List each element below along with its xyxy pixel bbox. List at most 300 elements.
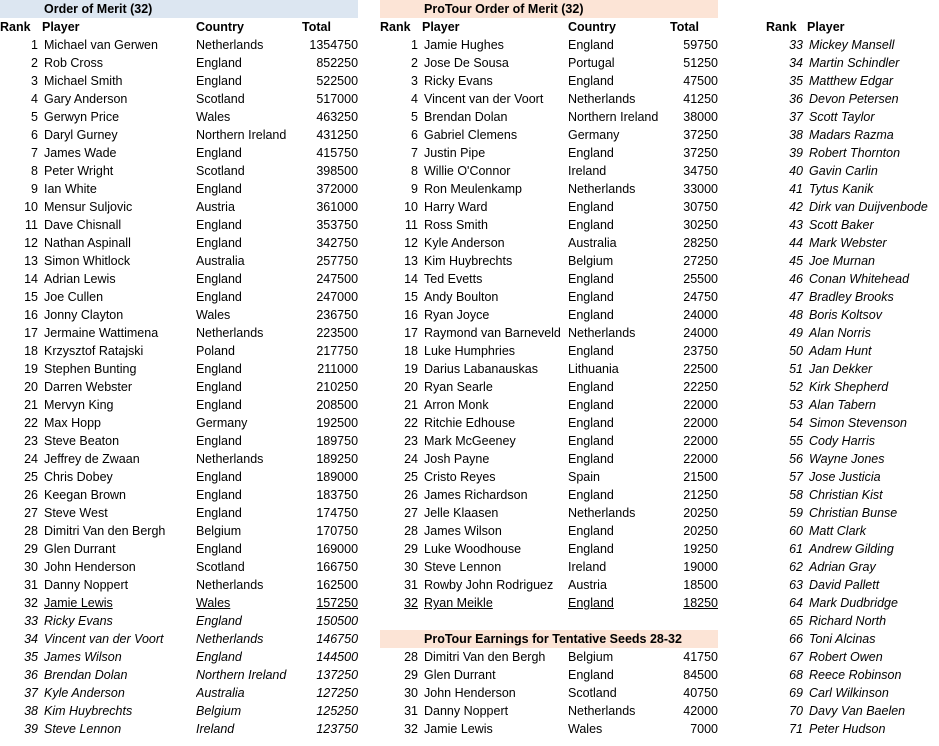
table-row — [0, 522, 358, 540]
country-cell: Netherlands — [196, 632, 264, 646]
table-row — [0, 378, 358, 396]
table-row — [380, 72, 718, 90]
table-row — [380, 144, 718, 162]
player-cell: Vincent van der Voort — [44, 632, 164, 646]
rank-cell: 28 — [404, 524, 418, 538]
total-cell: 24750 — [683, 290, 719, 304]
table-row — [380, 378, 718, 396]
player-cell: Andrew Gilding — [809, 542, 894, 556]
rank-cell: 31 — [24, 578, 38, 592]
rank-cell: 1 — [31, 38, 38, 52]
player-cell: Toni Alcinas — [809, 632, 876, 646]
player-cell: Jonny Clayton — [44, 308, 124, 322]
table-row — [0, 234, 358, 252]
rank-cell: 11 — [405, 218, 418, 232]
country-cell: Ireland — [568, 164, 607, 178]
rank-cell: 10 — [404, 200, 418, 214]
total-cell: 21250 — [683, 488, 719, 502]
protour-order-of-merit-table — [380, 0, 718, 738]
player-cell: James Richardson — [424, 488, 528, 502]
country-cell: England — [568, 308, 614, 322]
table-row — [766, 432, 939, 450]
title-row — [0, 0, 358, 18]
rank-cell: 5 — [411, 110, 418, 124]
total-cell: 150500 — [316, 614, 359, 628]
rank-cell: 16 — [404, 308, 418, 322]
rank-cell: 21 — [24, 398, 38, 412]
country-cell: England — [568, 380, 614, 394]
player-cell: Willie O'Connor — [424, 164, 511, 178]
total-cell: 20250 — [683, 506, 719, 520]
total-cell: 22000 — [683, 398, 719, 412]
total-cell: 19000 — [683, 560, 719, 574]
table-row — [380, 216, 718, 234]
country-cell: Ireland — [568, 560, 607, 574]
rank-cell: 25 — [404, 470, 418, 484]
total-cell: 22000 — [683, 416, 719, 430]
total-cell: 522500 — [316, 74, 359, 88]
player-cell: Joe Cullen — [44, 290, 104, 304]
rank-cell: 31 — [404, 578, 418, 592]
table-row — [380, 576, 718, 594]
player-cell: Davy Van Baelen — [809, 704, 906, 718]
player-cell: Adam Hunt — [809, 344, 872, 358]
total-cell: 21500 — [683, 470, 719, 484]
player-cell: Krzysztof Ratajski — [44, 344, 144, 358]
player-cell: Jeffrey de Zwaan — [44, 452, 140, 466]
total-column-header: Total — [670, 20, 699, 34]
rank-cell: 71 — [789, 722, 803, 736]
reserve-list-table — [766, 0, 939, 738]
country-cell: England — [568, 398, 614, 412]
player-cell: Ricky Evans — [424, 74, 493, 88]
table-row — [380, 90, 718, 108]
table-row — [766, 630, 939, 648]
rank-cell: 33 — [24, 614, 38, 628]
player-cell: Gerwyn Price — [44, 110, 120, 124]
country-cell: England — [568, 290, 614, 304]
total-cell: 189250 — [316, 452, 359, 466]
player-cell: Alan Tabern — [809, 398, 876, 412]
player-cell: Scott Baker — [809, 218, 874, 232]
country-cell: England — [568, 146, 614, 160]
player-cell: Boris Koltsov — [809, 308, 882, 322]
order-of-merit-table — [0, 0, 358, 738]
rank-cell: 34 — [24, 632, 38, 646]
total-cell: 398500 — [316, 164, 359, 178]
table-row — [380, 36, 718, 54]
player-cell: Danny Noppert — [424, 704, 509, 718]
total-column-header: Total — [302, 20, 331, 34]
table-row — [0, 252, 358, 270]
total-cell: 24000 — [683, 326, 719, 340]
table-row — [380, 198, 718, 216]
rank-cell: 3 — [411, 74, 418, 88]
rank-cell: 29 — [404, 668, 418, 682]
total-cell: 189750 — [316, 434, 359, 448]
rank-cell: 27 — [404, 506, 418, 520]
rank-cell: 32 — [404, 722, 418, 736]
table-row — [380, 594, 718, 612]
table-row — [766, 360, 939, 378]
country-cell: Belgium — [196, 704, 242, 718]
rank-cell: 37 — [24, 686, 38, 700]
rank-cell: 13 — [24, 254, 38, 268]
country-cell: England — [568, 218, 614, 232]
player-cell: Steve West — [44, 506, 108, 520]
player-cell: Dave Chisnall — [44, 218, 122, 232]
table-row — [766, 702, 939, 720]
rank-cell: 32 — [24, 596, 38, 610]
country-cell: England — [196, 650, 242, 664]
player-cell: Jelle Klaasen — [424, 506, 499, 520]
table-row — [380, 432, 718, 450]
rank-cell: 29 — [404, 542, 418, 556]
total-cell: 22000 — [683, 452, 719, 466]
total-cell: 33000 — [683, 182, 719, 196]
total-cell: 127250 — [316, 686, 359, 700]
rank-cell: 42 — [789, 200, 803, 214]
table-row — [766, 540, 939, 558]
total-cell: 20250 — [683, 524, 719, 538]
rank-cell: 12 — [24, 236, 38, 250]
table-row — [380, 504, 718, 522]
rank-cell: 24 — [404, 452, 418, 466]
rank-cell: 32 — [404, 596, 418, 610]
table-row — [0, 288, 358, 306]
player-cell: Dimitri Van den Bergh — [424, 650, 546, 664]
table-row — [0, 666, 358, 684]
player-cell: Matt Clark — [809, 524, 866, 538]
total-cell: 41750 — [683, 650, 719, 664]
total-cell: 51250 — [683, 56, 719, 70]
player-cell: Brendan Dolan — [44, 668, 128, 682]
table-row — [766, 126, 939, 144]
total-cell: 34750 — [683, 164, 719, 178]
table-row — [0, 54, 358, 72]
table-row — [0, 432, 358, 450]
table-row — [766, 144, 939, 162]
country-cell: Belgium — [568, 650, 614, 664]
country-cell: England — [196, 506, 242, 520]
country-cell: England — [568, 74, 614, 88]
player-cell: Justin Pipe — [424, 146, 486, 160]
player-cell: Bradley Brooks — [809, 290, 894, 304]
country-cell: Netherlands — [196, 578, 264, 592]
table-row — [766, 306, 939, 324]
table-row — [0, 504, 358, 522]
table-row — [380, 684, 718, 702]
player-cell: Alan Norris — [809, 326, 871, 340]
rank-cell: 69 — [789, 686, 803, 700]
total-cell: 47500 — [683, 74, 719, 88]
player-column-header: Player — [807, 20, 845, 34]
player-cell: Max Hopp — [44, 416, 101, 430]
player-cell: Jamie Hughes — [424, 38, 504, 52]
total-cell: 1354750 — [309, 38, 359, 52]
header-row — [380, 18, 718, 36]
table-row — [0, 594, 358, 612]
table-row — [0, 702, 358, 720]
rank-cell: 22 — [404, 416, 418, 430]
player-cell: Kirk Shepherd — [809, 380, 889, 394]
country-cell: Netherlands — [196, 326, 264, 340]
rank-cell: 50 — [789, 344, 803, 358]
player-cell: Daryl Gurney — [44, 128, 118, 142]
table-row — [766, 720, 939, 738]
table-row — [766, 486, 939, 504]
country-cell: England — [196, 56, 242, 70]
rank-cell: 39 — [24, 722, 38, 736]
table-row — [380, 108, 718, 126]
table-row — [766, 378, 939, 396]
player-cell: Josh Payne — [424, 452, 490, 466]
player-cell: Luke Humphries — [424, 344, 516, 358]
rank-cell: 34 — [789, 56, 803, 70]
table-row — [0, 72, 358, 90]
country-cell: Wales — [196, 308, 231, 322]
table-row — [0, 414, 358, 432]
player-cell: Brendan Dolan — [424, 110, 508, 124]
table-row — [380, 252, 718, 270]
country-cell: England — [196, 74, 242, 88]
total-cell: 463250 — [316, 110, 359, 124]
player-cell: Robert Owen — [809, 650, 883, 664]
rank-cell: 37 — [789, 110, 803, 124]
player-cell: Ross Smith — [424, 218, 488, 232]
country-cell: England — [568, 542, 614, 556]
country-cell: Scotland — [196, 560, 245, 574]
rank-cell: 15 — [24, 290, 38, 304]
table-row — [0, 126, 358, 144]
rank-cell: 33 — [789, 38, 803, 52]
table-row — [380, 702, 718, 720]
rank-cell: 24 — [24, 452, 38, 466]
rank-cell: 36 — [24, 668, 38, 682]
table-row — [380, 468, 718, 486]
country-cell: England — [196, 272, 242, 286]
total-cell: 372000 — [316, 182, 359, 196]
player-cell: Simon Stevenson — [809, 416, 907, 430]
table-row — [766, 648, 939, 666]
player-cell: Ryan Joyce — [424, 308, 490, 322]
total-cell: 192500 — [316, 416, 359, 430]
rank-cell: 61 — [789, 542, 803, 556]
player-cell: Chris Dobey — [44, 470, 113, 484]
table-row — [380, 522, 718, 540]
table-row — [766, 180, 939, 198]
total-cell: 189000 — [316, 470, 359, 484]
country-cell: Netherlands — [568, 704, 636, 718]
total-cell: 431250 — [316, 128, 359, 142]
rank-cell: 47 — [789, 290, 803, 304]
country-cell: Austria — [568, 578, 607, 592]
table-row — [380, 342, 718, 360]
rank-cell: 12 — [404, 236, 418, 250]
player-cell: Ted Evetts — [424, 272, 483, 286]
rank-cell: 40 — [789, 164, 803, 178]
country-cell: Wales — [196, 110, 231, 124]
player-cell: Ryan Meikle — [424, 596, 493, 610]
country-cell: England — [196, 362, 242, 376]
table-row — [0, 720, 358, 738]
player-cell: Reece Robinson — [809, 668, 902, 682]
player-cell: Ritchie Edhouse — [424, 416, 516, 430]
player-cell: Scott Taylor — [809, 110, 875, 124]
table-row — [380, 648, 718, 666]
table-row — [0, 162, 358, 180]
table-row — [380, 540, 718, 558]
table-row — [0, 630, 358, 648]
total-cell: 137250 — [316, 668, 359, 682]
player-cell: Rowby John Rodriguez — [424, 578, 554, 592]
rank-cell: 16 — [24, 308, 38, 322]
country-cell: England — [568, 38, 614, 52]
table-row — [380, 270, 718, 288]
table-row — [0, 90, 358, 108]
country-cell: Netherlands — [568, 182, 636, 196]
player-cell: Simon Whitlock — [44, 254, 131, 268]
table-row — [0, 108, 358, 126]
rank-cell: 19 — [404, 362, 418, 376]
total-cell: 22250 — [683, 380, 719, 394]
player-cell: Vincent van der Voort — [424, 92, 544, 106]
table-row — [380, 558, 718, 576]
total-cell: 19250 — [683, 542, 719, 556]
country-cell: Australia — [196, 254, 245, 268]
table-row — [766, 414, 939, 432]
total-cell: 22000 — [683, 434, 719, 448]
player-column-header: Player — [422, 20, 460, 34]
total-cell: 42000 — [683, 704, 719, 718]
rank-cell: 35 — [24, 650, 38, 664]
table-row — [766, 216, 939, 234]
country-cell: England — [568, 668, 614, 682]
rank-cell: 31 — [404, 704, 418, 718]
total-cell: 146750 — [316, 632, 359, 646]
player-cell: Mickey Mansell — [809, 38, 895, 52]
total-cell: 210250 — [316, 380, 359, 394]
player-cell: David Pallett — [809, 578, 880, 592]
rank-cell: 20 — [404, 380, 418, 394]
player-cell: John Henderson — [424, 686, 516, 700]
table-row — [766, 36, 939, 54]
total-cell: 236750 — [316, 308, 359, 322]
total-cell: 59750 — [683, 38, 719, 52]
rank-cell: 55 — [789, 434, 803, 448]
player-cell: Rob Cross — [44, 56, 104, 70]
country-cell: Northern Ireland — [196, 668, 287, 682]
rank-cell: 8 — [31, 164, 38, 178]
country-cell: Scotland — [196, 164, 245, 178]
rank-cell: 9 — [31, 182, 38, 196]
player-cell: Christian Bunse — [809, 506, 898, 520]
player-cell: Darren Webster — [44, 380, 132, 394]
rank-cell: 29 — [24, 542, 38, 556]
table-row — [0, 342, 358, 360]
player-cell: Kim Huybrechts — [44, 704, 133, 718]
rank-cell: 6 — [411, 128, 418, 142]
table-row — [380, 306, 718, 324]
rank-cell: 21 — [404, 398, 418, 412]
table-row — [380, 666, 718, 684]
player-cell: Cristo Reyes — [424, 470, 496, 484]
total-cell: 27250 — [683, 254, 719, 268]
country-cell: Wales — [568, 722, 603, 736]
total-cell: 353750 — [316, 218, 359, 232]
rank-cell: 70 — [789, 704, 803, 718]
country-cell: England — [568, 452, 614, 466]
player-cell: Harry Ward — [424, 200, 488, 214]
rank-cell: 27 — [24, 506, 38, 520]
total-cell: 24000 — [683, 308, 719, 322]
player-cell: Cody Harris — [809, 434, 875, 448]
country-cell: Scotland — [568, 686, 617, 700]
table-row — [766, 558, 939, 576]
player-cell: Dirk van Duijvenbode — [809, 200, 928, 214]
header-row — [0, 18, 358, 36]
table-row — [766, 576, 939, 594]
rank-cell: 35 — [789, 74, 803, 88]
table-row — [0, 468, 358, 486]
rank-cell: 9 — [411, 182, 418, 196]
table-row — [0, 270, 358, 288]
country-cell: England — [196, 290, 242, 304]
rank-cell: 64 — [789, 596, 803, 610]
table-row — [380, 720, 718, 738]
rank-cell: 19 — [24, 362, 38, 376]
rank-cell: 63 — [789, 578, 803, 592]
country-cell: England — [196, 488, 242, 502]
rank-cell: 56 — [789, 452, 803, 466]
total-cell: 18250 — [683, 596, 719, 610]
player-column-header: Player — [42, 20, 80, 34]
rank-cell: 41 — [789, 182, 803, 196]
rank-cell: 39 — [789, 146, 803, 160]
table-row — [766, 666, 939, 684]
player-cell: Luke Woodhouse — [424, 542, 522, 556]
total-cell: 18500 — [683, 578, 719, 592]
table-title: ProTour Order of Merit (32) — [380, 0, 718, 18]
table-row — [766, 234, 939, 252]
rank-cell: 66 — [789, 632, 803, 646]
rank-cell: 49 — [789, 326, 803, 340]
table-row — [766, 468, 939, 486]
country-cell: Australia — [196, 686, 245, 700]
player-cell: Conan Whitehead — [809, 272, 910, 286]
table-row — [0, 486, 358, 504]
total-cell: 208500 — [316, 398, 359, 412]
player-cell: Mervyn King — [44, 398, 114, 412]
country-cell: Ireland — [196, 722, 235, 736]
table-row — [766, 90, 939, 108]
player-cell: Arron Monk — [424, 398, 489, 412]
table-title: ProTour Earnings for Tentative Seeds 28-32 — [380, 630, 718, 648]
player-cell: Mark Webster — [809, 236, 887, 250]
rank-cell: 68 — [789, 668, 803, 682]
table-row — [0, 324, 358, 342]
rank-cell: 4 — [411, 92, 418, 106]
rank-cell: 11 — [25, 218, 38, 232]
country-cell: England — [196, 236, 242, 250]
country-cell: England — [568, 596, 614, 610]
rank-cell: 43 — [789, 218, 803, 232]
rank-column-header: Rank — [766, 20, 797, 34]
player-cell: Glen Durrant — [424, 668, 496, 682]
player-cell: Peter Wright — [44, 164, 114, 178]
player-cell: Mark Dudbridge — [809, 596, 898, 610]
player-cell: Gavin Carlin — [809, 164, 878, 178]
